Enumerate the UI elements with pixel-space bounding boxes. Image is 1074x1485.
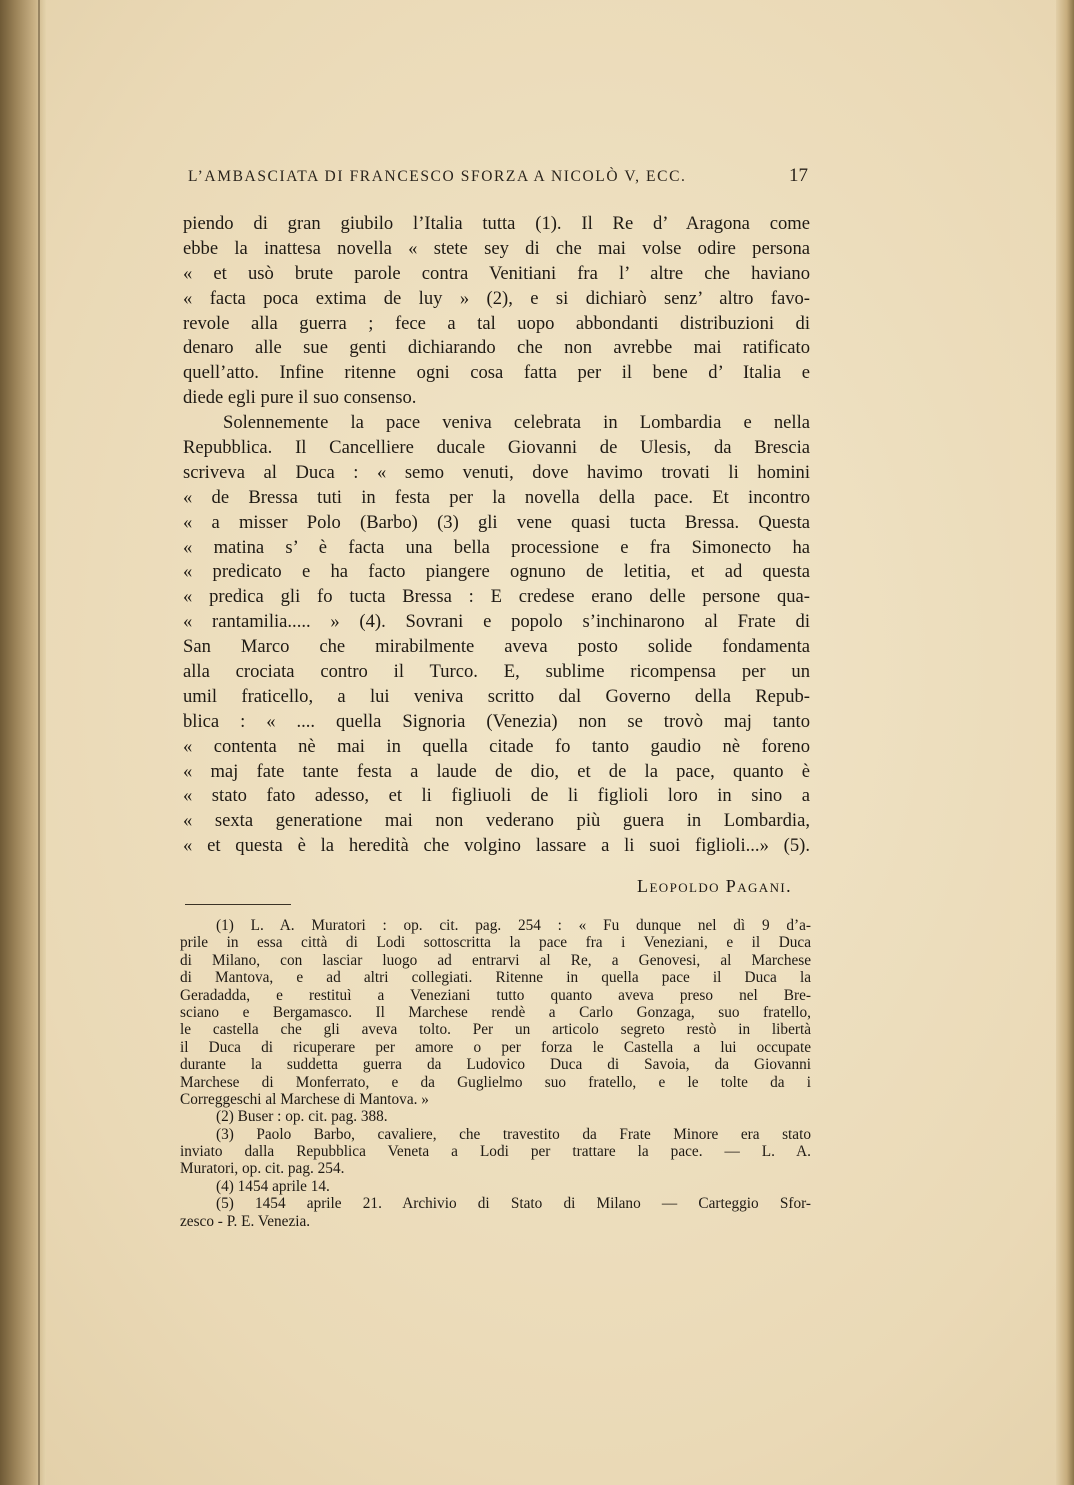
author-signature: Leopoldo Pagani.	[637, 876, 792, 896]
footnote-line: di Milano, con lasciar luogo ad entrarvi al Re, a Genovesi, al Marchese	[180, 951, 811, 969]
body-line: alla crociata contro il Turco. E, sublime ricompensa per un	[183, 661, 810, 683]
footnote-line: zesco - P. E. Venezia.	[180, 1212, 311, 1230]
footnote-line: di Mantova, e ad altri collegiati. Ritenne in quella pace il Duca la	[180, 969, 811, 987]
body-line: Repubblica. Il Cancelliere ducale Giovanni de Ulesis, da Brescia	[183, 437, 810, 459]
body-line: « matina s’ è facta una bella processione e fra Simonecto ha	[183, 536, 810, 558]
body-line: « a misser Polo (Barbo) (3) gli vene quasi tucta Bressa. Questa	[183, 511, 810, 533]
footnote-line: Marchese di Monferrato, e da Guglielmo suo fratello, e le tolte da i	[180, 1073, 811, 1091]
running-head: L’AMBASCIATA DI FRANCESCO SFORZA A NICOLÒ V, ECC.	[188, 168, 687, 185]
footnotes	[180, 917, 811, 1230]
body-line: « predicato e ha facto piangere ognuno de letitia, et ad questa	[183, 561, 810, 583]
body-line: quell’atto. Infine ritenne ogni cosa fatta per il bene d’ Italia e	[183, 362, 810, 384]
page-edge-shadow	[1056, 0, 1074, 1485]
body-line: San Marco che mirabilmente aveva posto solide fondamenta	[183, 636, 810, 658]
footnote-line: (1) L. A. Muratori : op. cit. pag. 254 : « Fu dunque nel dì 9 d’a-	[216, 917, 811, 934]
footnote-line: sciano e Bergamasco. Il Marchese rendè a Carlo Gonzaga, suo fratello,	[180, 1003, 811, 1021]
footnote-line: le castella che gli aveva tolto. Per un articolo segreto restò in libertà	[180, 1021, 811, 1039]
body-line: « facta poca extima de luy » (2), e si dichiarò senz’ altro favo-	[183, 287, 810, 309]
footnote-line: (5) 1454 aprile 21. Archivio di Stato di Milano — Carteggio Sfor-	[216, 1195, 811, 1213]
body-line: Solennemente la pace veniva celebrata in Lombardia e nella	[223, 412, 810, 434]
footnote-line: durante la suddetta guerra da Ludovico Duca di Savoia, da Giovanni	[180, 1056, 811, 1074]
body-text	[183, 212, 810, 859]
footnote-line: inviato dalla Repubblica Veneta a Lodi per trattare la pace. — L. A.	[180, 1143, 811, 1161]
body-line: « stato fato adesso, et li figliuoli de li figlioli loro in sino a	[183, 785, 810, 807]
body-line: blica : « .... quella Signoria (Venezia) non se trovò maj tanto	[183, 710, 810, 732]
footnote-line: (2) Buser : op. cit. pag. 388.	[216, 1108, 388, 1126]
body-line: scriveva al Duca : « semo venuti, dove havimo trovati li homini	[183, 461, 810, 483]
footnote-line: (4) 1454 aprile 14.	[216, 1177, 330, 1195]
body-line: « et usò brute parole contra Venitiani fra l’ altre che haviano	[183, 262, 810, 284]
body-line: « maj fate tante festa a laude de dio, et de la pace, quanto è	[183, 760, 810, 782]
book-gutter-fold	[38, 0, 40, 1485]
body-line: revole alla guerra ; fece a tal uopo abbondanti distribuzioni di	[183, 312, 810, 334]
body-line: « et questa è la heredità che volgino lassare a li suoi figlioli...» (5).	[183, 835, 810, 857]
body-line: piendo di gran giubilo l’Italia tutta (1). Il Re d’ Aragona come	[183, 213, 810, 234]
body-line: diede egli pure il suo consenso.	[183, 387, 417, 409]
page-number: 17	[789, 165, 808, 186]
body-line: umil fraticello, a lui veniva scritto dal Governo della Repub-	[183, 685, 810, 707]
body-line: « sexta generatione mai non vederano più guera in Lombardia,	[183, 810, 810, 832]
body-line: « de Bressa tuti in festa per la novella della pace. Et incontro	[183, 486, 810, 508]
page-header	[188, 165, 808, 194]
body-line: denaro alle sue genti dichiarando che non avrebbe mai ratificato	[183, 337, 810, 359]
footnote-line: Muratori, op. cit. pag. 254.	[180, 1160, 345, 1178]
footnote-line: (3) Paolo Barbo, cavaliere, che travestito da Frate Minore era stato	[216, 1125, 811, 1143]
body-line: « contenta nè mai in quella citade fo tanto gaudio nè foreno	[183, 735, 810, 757]
footnote-line: Correggeschi al Marchese di Mantova. »	[180, 1090, 429, 1108]
body-line: « predica gli fo tucta Bressa : E credese erano delle persone qua-	[183, 586, 810, 608]
footnote-divider	[185, 904, 291, 905]
body-line: « rantamilia..... » (4). Sovrani e popolo s’inchinarono al Frate di	[183, 611, 810, 633]
footnote-line: prile in essa città di Lodi sottoscritta la pace fra i Veneziani, e il Duca	[180, 934, 811, 952]
footnote-line: il Duca di ricuperare per amore o per forza le Castella a lui occupate	[180, 1038, 811, 1056]
footnote-line: Geradadda, e restituì a Veneziani tutto quanto aveva preso nel Bre-	[180, 986, 811, 1004]
body-line: ebbe la inattesa novella « stete sey di che mai volse odire persona	[183, 237, 810, 259]
